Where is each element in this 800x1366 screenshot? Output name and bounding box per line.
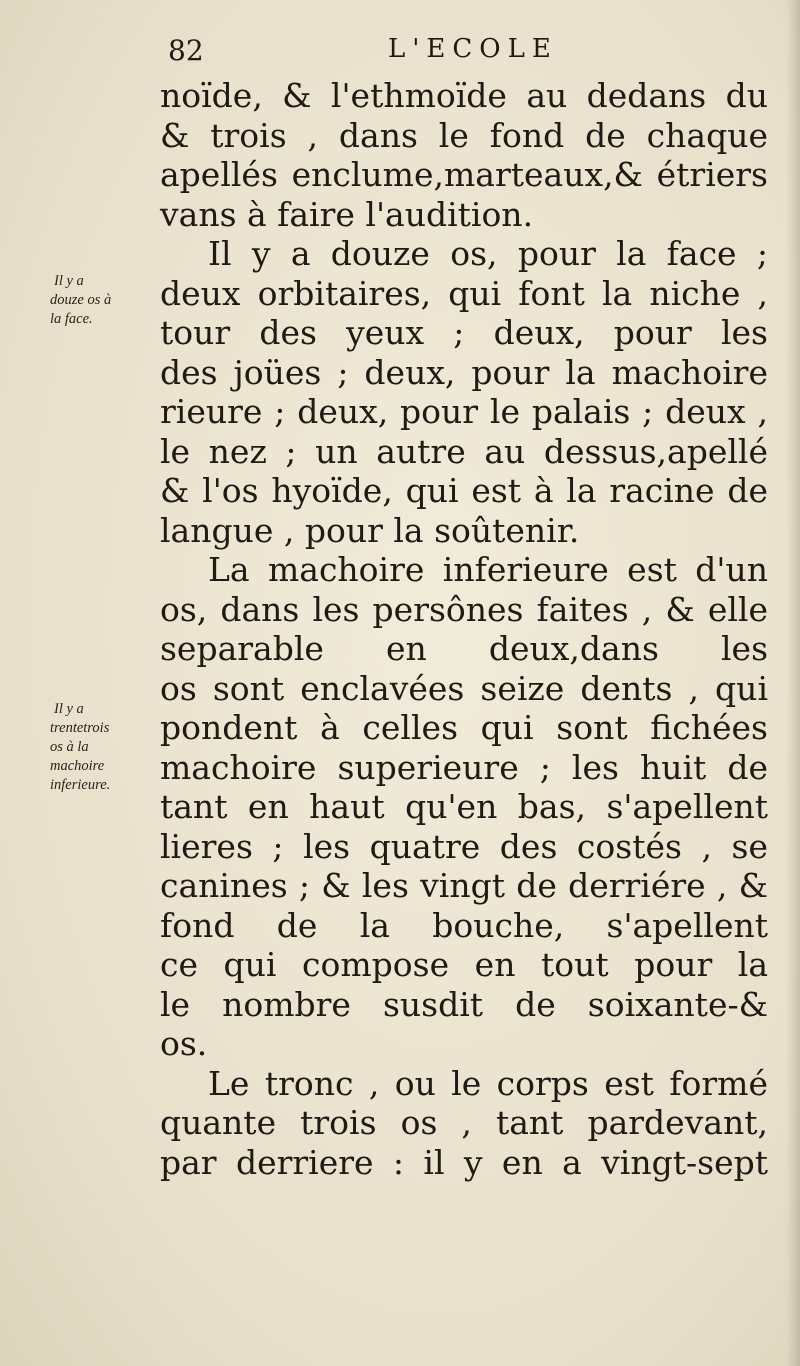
text-line: le nez ; un autre au dessus,apellé: [160, 431, 768, 471]
page-header: [168, 34, 768, 74]
margin-note-face-bones: [50, 272, 160, 329]
text-line: tant en haut qu'en bas, s'apellent: [160, 787, 768, 826]
margin-note-line: Il y a: [54, 273, 84, 289]
text-line: os.: [160, 1024, 208, 1063]
text-line: quante trois os , tant pardevant,: [160, 1103, 768, 1142]
margin-note-lower-jaw: [50, 700, 160, 795]
margin-note-line: machoire: [50, 758, 105, 774]
margin-note-line: trentetrois: [50, 720, 110, 736]
text-line: rieure ; deux, pour le palais ; deux ,: [160, 392, 768, 431]
text-line: apellés enclume,marteaux,& étriers: [160, 155, 768, 194]
text-line: noïde, & l'ethmoïde au dedans du: [160, 76, 768, 115]
page-edge-shadow: [786, 0, 800, 1366]
text-line: os, dans les persônes faites , & elle: [160, 589, 768, 629]
text-line: langue , pour la soûtenir.: [160, 510, 580, 550]
body-text: [160, 76, 768, 1182]
running-head: L'ECOLE: [388, 34, 558, 64]
text-line: vans à faire l'audition.: [160, 194, 534, 234]
page-number: 82: [168, 34, 204, 67]
text-line: fond de la bouche, s'apellent: [160, 905, 768, 945]
text-line: separable en deux,dans les: [160, 629, 768, 668]
text-line: canines ; & les vingt de derriére , &: [160, 866, 768, 905]
margin-note-line: douze os à: [50, 292, 112, 308]
text-line: machoire superieure ; les huit de: [160, 747, 768, 787]
text-line: & trois , dans le fond de chaque: [160, 115, 768, 155]
text-line: le nombre susdit de soixante-&: [160, 984, 768, 1024]
text-line: lieres ; les quatre des costés , se: [160, 826, 768, 866]
margin-note-line: inferieure.: [50, 777, 111, 793]
text-line: deux orbitaires, qui font la niche ,: [160, 273, 768, 313]
text-line: & l'os hyoïde, qui est à la racine de: [160, 471, 768, 510]
text-line: La machoire inferieure est d'un: [208, 550, 768, 589]
text-line: Le tronc , ou le corps est formé: [208, 1063, 768, 1103]
margin-note-line: la face.: [50, 311, 93, 327]
text-line: pondent à celles qui sont fichées: [160, 708, 768, 747]
text-line: os sont enclavées seize dents , qui: [160, 668, 768, 708]
margin-note-line: os à la: [50, 739, 89, 755]
text-line: ce qui compose en tout pour la: [160, 945, 768, 984]
margin-note-line: Il y a: [54, 701, 84, 717]
text-line: par derriere : il y en a vingt-sept: [160, 1142, 768, 1182]
text-line: Il y a douze os, pour la face ;: [208, 234, 768, 273]
text-line: tour des yeux ; deux, pour les: [160, 313, 768, 352]
text-line: des joües ; deux, pour la machoire: [160, 352, 768, 392]
